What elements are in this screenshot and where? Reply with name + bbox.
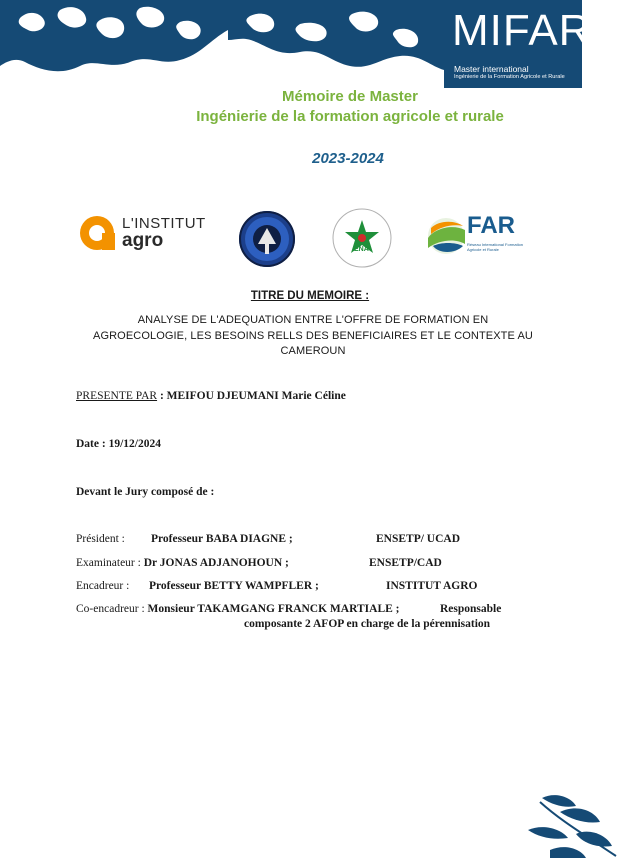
- ena-logo: [330, 208, 394, 268]
- jury-role: Co-encadreur :: [76, 603, 148, 615]
- memoire-title-line: CAMEROUN: [280, 345, 346, 357]
- jury-affiliation: ENSETP/CAD: [369, 557, 442, 569]
- ena-emblem-icon: [330, 208, 394, 268]
- far-subtitle: Réseau International Formation Agricole et Rurale: [467, 242, 524, 252]
- document-type: Mémoire de Master: [282, 88, 418, 105]
- jury-row-examinateur: [76, 557, 289, 569]
- jury-name: Dr JONAS ADJANOHOUN ;: [143, 557, 289, 569]
- jury-name: Monsieur TAKAMGANG FRANCK MARTIALE ;: [147, 603, 400, 615]
- jury-role: Examinateur :: [76, 557, 144, 569]
- jury-name: Professeur BETTY WAMPFLER ;: [149, 580, 319, 592]
- institut-agro-text-bottom: agro: [122, 230, 164, 251]
- memoire-title-line: ANALYSE DE L'ADEQUATION ENTRE L'OFFRE DE FORMATION EN: [137, 314, 489, 326]
- ena-label: ENA: [354, 246, 369, 253]
- academic-year: 2023-2024: [312, 150, 384, 167]
- far-title: FAR: [467, 212, 515, 239]
- jury-intro: Devant le Jury composé de :: [76, 486, 215, 498]
- jury-name: Professeur BABA DIAGNE ;: [151, 533, 293, 545]
- mifar-logo-subtitle: Master international: [454, 64, 529, 74]
- memoire-title-label: TITRE DU MEMOIRE :: [250, 290, 370, 302]
- presenter-name: MEIFOU DJEUMANI Marie Céline: [166, 390, 346, 402]
- presented-by: [76, 390, 346, 402]
- program-name: Ingénierie de la formation agricole et rurale: [196, 108, 504, 125]
- ensetp-logo: [238, 210, 296, 268]
- presented-by-separator: :: [157, 390, 167, 402]
- presented-by-label: PRESENTE PAR: [76, 390, 158, 402]
- memoire-title: [78, 313, 548, 360]
- leaf-decoration-icon: [520, 790, 620, 860]
- mifar-logo-title: MIFAR: [452, 6, 592, 55]
- institut-agro-logo: [78, 212, 214, 254]
- far-logo: [425, 214, 525, 256]
- jury-role: Encadreur :: [76, 580, 130, 592]
- jury-row-president: [76, 533, 125, 545]
- memoire-title-line: AGROECOLOGIE, LES BESOINS RELLS DES BENEFICIAIRES ET LE CONTEXTE AU: [93, 329, 533, 342]
- institut-agro-text-top: L'INSTITUT: [122, 215, 206, 232]
- defense-date: Date : 19/12/2024: [76, 438, 161, 450]
- jury-row-coencadreur: [76, 603, 400, 615]
- jury-row-encadreur: [76, 580, 129, 592]
- leaf-decoration: [520, 790, 620, 860]
- jury-affiliation: INSTITUT AGRO: [386, 580, 478, 592]
- jury-affiliation: Responsable: [440, 603, 502, 615]
- institut-agro-mark-icon: [78, 213, 118, 253]
- jury-affiliation-continued: composante 2 AFOP en charge de la pérennisation: [244, 618, 491, 630]
- mifar-logo-tagline: Ingénierie de la Formation Agricole et Rurale: [454, 74, 565, 80]
- far-globe-icon: [425, 214, 467, 256]
- jury-affiliation: ENSETP/ UCAD: [376, 533, 461, 545]
- jury-role: Président :: [76, 533, 125, 545]
- ensetp-emblem-icon: [238, 210, 296, 268]
